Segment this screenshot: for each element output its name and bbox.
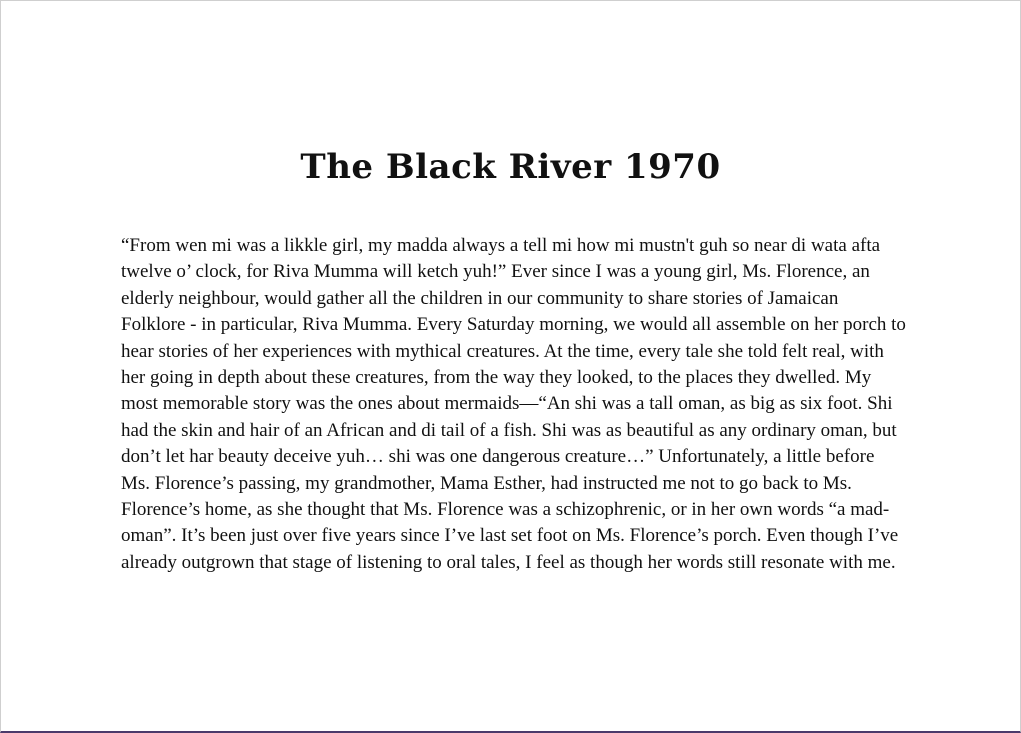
story-paragraph: “From wen mi was a likkle girl, my madda always a tell mi how mi mustn't guh so near di wata afta twelve o’ clock, for Riva Mumma will ketch yuh!” Ever since I was a young girl, Ms. Florence, an elderly neighbour, would gather all the children in our community to share stories of Jamaican Folklore - in particular, Riva Mumma. Every Saturday morning, we would all assemble on her porch to hear stories of her experiences with mythical creatures. At the time, every tale she told felt real, with her going in depth about these creatures, from the way they looked, to the places they dwelled. My most memorable story was the ones about mermaids—“An shi was a tall oman, as big as six foot. Shi had the skin and hair of an African and di tail of a fish. Shi was as beautiful as any ordinary oman, but don’t let har beauty deceive yuh… shi was one dangerous creature…” Unfortunately, a little before Ms. Florence’s passing, my grandmother, Mama Esther, had instructed me not to go back to Ms. Florence’s home, as she thought that Ms. Florence was a schizophrenic, or in her own words “a mad-oman”. It’s been just over five years since I’ve last set foot on Ms. Florence’s porch. Even though I’ve already outgrown that stage of listening to oral tales, I feel as though her words still resonate with me.	[121, 235, 906, 573]
page-title: The Black River 1970	[300, 147, 721, 187]
